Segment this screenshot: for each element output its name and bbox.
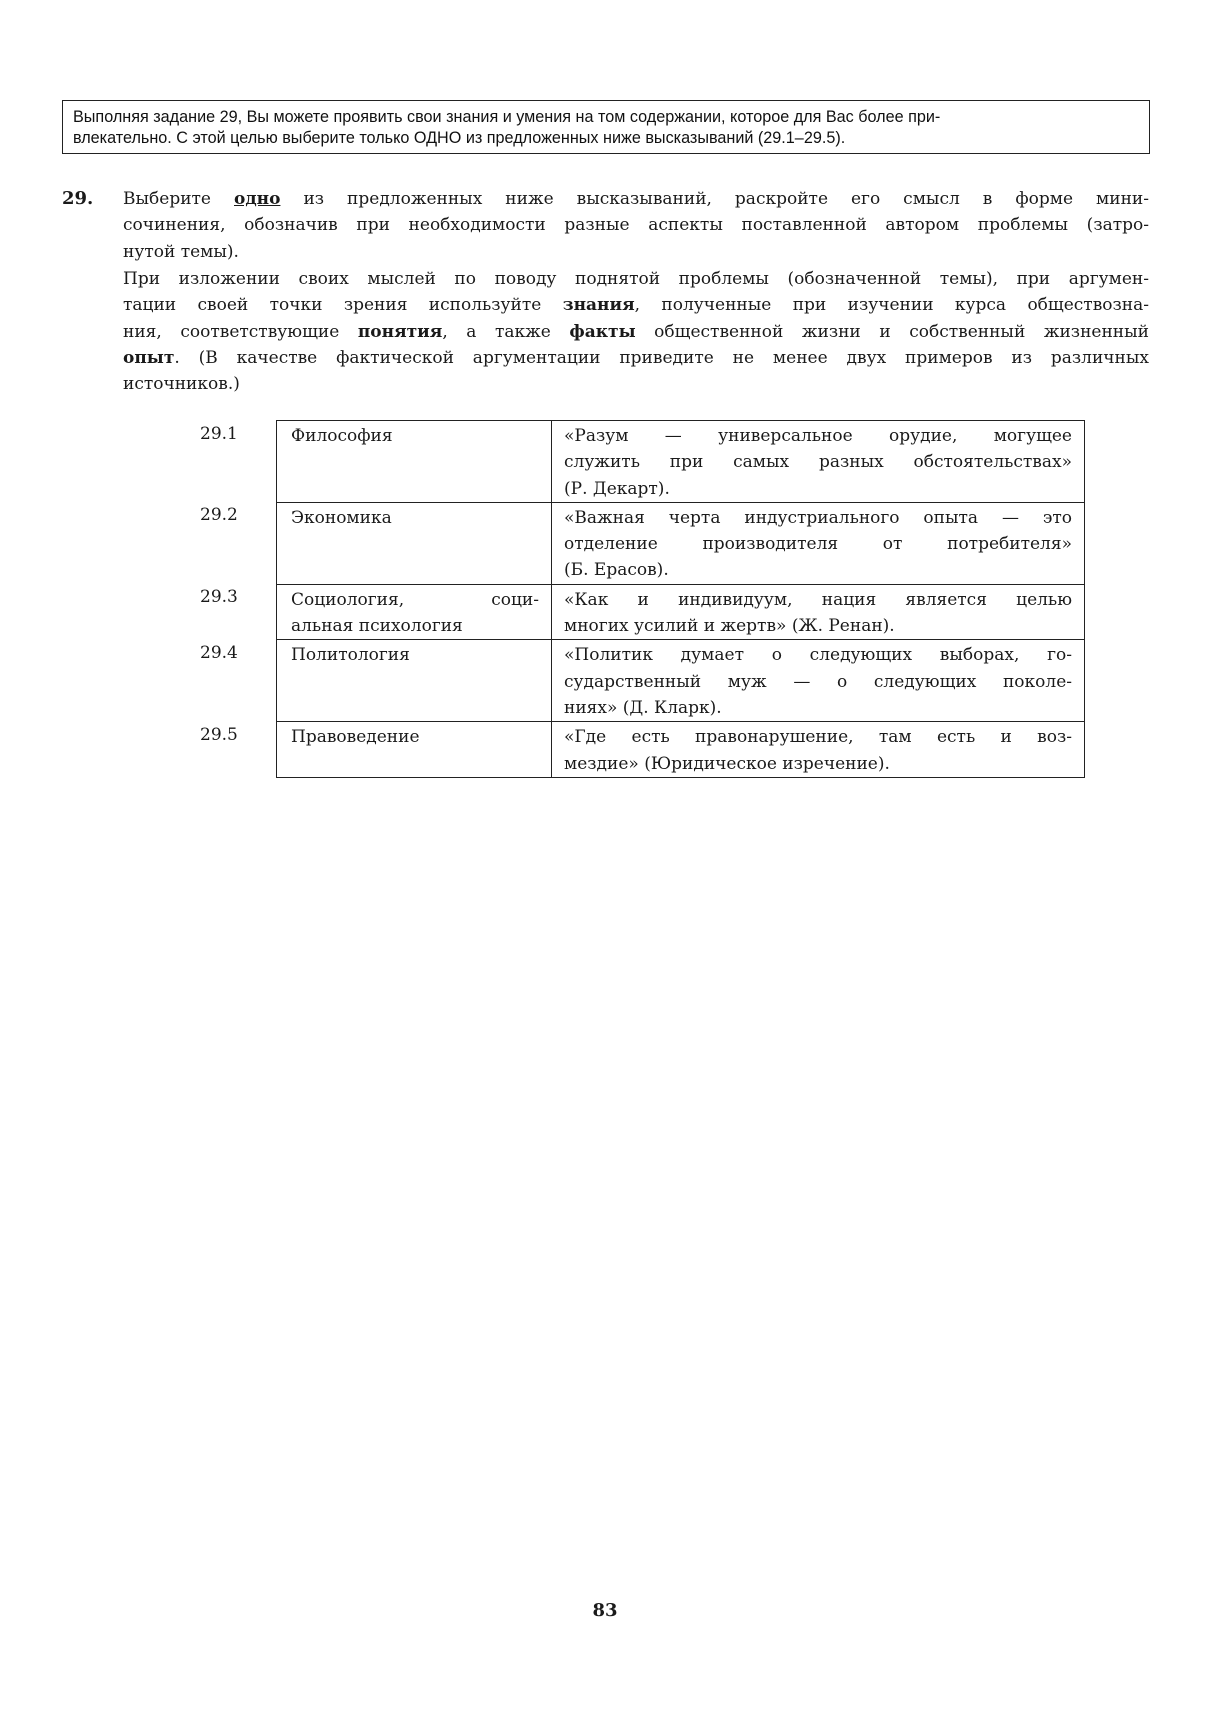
text-line: нутой темы). — [123, 241, 239, 262]
task-paragraph-1 — [123, 186, 1149, 265]
subject-line: альная психология — [291, 616, 463, 637]
subject-line: Правоведение — [291, 727, 420, 748]
option-quote — [552, 722, 1085, 778]
text-run: тации своей точки зрения используйте — [123, 295, 563, 316]
option-quote — [552, 502, 1085, 584]
option-row — [190, 722, 1085, 778]
quote-line: «Как и индивидуум, нация является целью — [564, 589, 1072, 610]
option-number: 29.4 — [200, 642, 238, 663]
text-line: источников.) — [123, 374, 240, 395]
instruction-line-2: влекательно. С этой целью выберите только ОДНО из предложенных ниже высказываний (29.1–29.5). — [73, 129, 846, 147]
keyword-experience: опыт — [123, 347, 175, 368]
text-run: . (В качестве фактической аргументации приведите не менее двух примеров из различных — [174, 347, 1149, 368]
quote-line: служить при самых разных обстоятельствах» — [564, 452, 1072, 473]
text-run: Выберите — [123, 189, 234, 209]
options-table — [190, 420, 1085, 778]
option-subject — [277, 640, 552, 722]
option-number: 29.2 — [200, 505, 238, 526]
option-subject — [277, 722, 552, 778]
option-row — [190, 421, 1085, 503]
text-run: ния, соответствующие — [123, 321, 358, 342]
option-subject — [277, 502, 552, 584]
quote-line: (Р. Декарт). — [564, 478, 670, 499]
instruction-line-1: Выполняя задание 29, Вы можете проявить свои знания и умения на том содержании, которое для Вас более при- — [73, 108, 941, 126]
text-run: из предложенных ниже высказываний, раскройте его смысл в форме мини- — [280, 189, 1149, 209]
text-run: общественной жизни и собственный жизненный — [635, 321, 1149, 342]
option-row — [190, 640, 1085, 722]
text-line — [123, 292, 1149, 318]
option-subject — [277, 584, 552, 640]
quote-line: «Важная черта индустриального опыта — это — [564, 507, 1072, 528]
option-number: 29.3 — [200, 587, 238, 608]
instruction-box — [62, 100, 1150, 154]
option-quote — [552, 584, 1085, 640]
option-number: 29.1 — [200, 423, 238, 444]
option-row — [190, 502, 1085, 584]
option-number: 29.5 — [200, 724, 238, 745]
quote-line: «Где есть правонарушение, там есть и воз- — [564, 727, 1072, 748]
quote-line: отделение производителя от потребителя» — [564, 534, 1072, 555]
option-quote — [552, 421, 1085, 503]
text-line — [123, 186, 1149, 212]
option-row — [190, 584, 1085, 640]
quote-line: ниях» (Д. Кларк). — [564, 697, 722, 718]
task-paragraph-2 — [123, 266, 1149, 397]
subject-line: Философия — [291, 426, 393, 446]
quote-line: «Разум — универсальное орудие, могущее — [564, 426, 1072, 446]
text-run: , а также — [442, 321, 570, 342]
option-quote — [552, 640, 1085, 722]
text-line: При изложении своих мыслей по поводу поднятой проблемы (обозначенной темы), при аргумен- — [123, 269, 1149, 289]
subject-line: Социология, соци- — [291, 589, 539, 610]
subject-line: Экономика — [291, 507, 392, 528]
quote-line: «Политик думает о следующих выборах, го- — [564, 645, 1072, 666]
page-number: 83 — [592, 1600, 618, 1621]
quote-line: (Б. Ерасов). — [564, 560, 669, 581]
text-line — [123, 319, 1149, 345]
text-line — [123, 345, 1149, 371]
task-number: 29. — [62, 188, 94, 209]
subject-line: Политология — [291, 645, 410, 666]
quote-line: многих усилий и жертв» (Ж. Ренан). — [564, 616, 895, 637]
option-subject — [277, 421, 552, 503]
emphasis-one: одно — [234, 189, 281, 209]
keyword-concepts: понятия — [357, 321, 443, 342]
quote-line: мездие» (Юридическое изречение). — [564, 753, 890, 774]
quote-line: сударственный муж — о следующих поколе- — [564, 671, 1072, 692]
keyword-knowledge: знания — [562, 295, 635, 316]
text-line: сочинения, обозначив при необходимости разные аспекты поставленной автором проблемы (затро- — [123, 215, 1149, 236]
keyword-facts: факты — [569, 321, 636, 342]
text-run: , полученные при изучении курса обществозна- — [634, 295, 1149, 316]
